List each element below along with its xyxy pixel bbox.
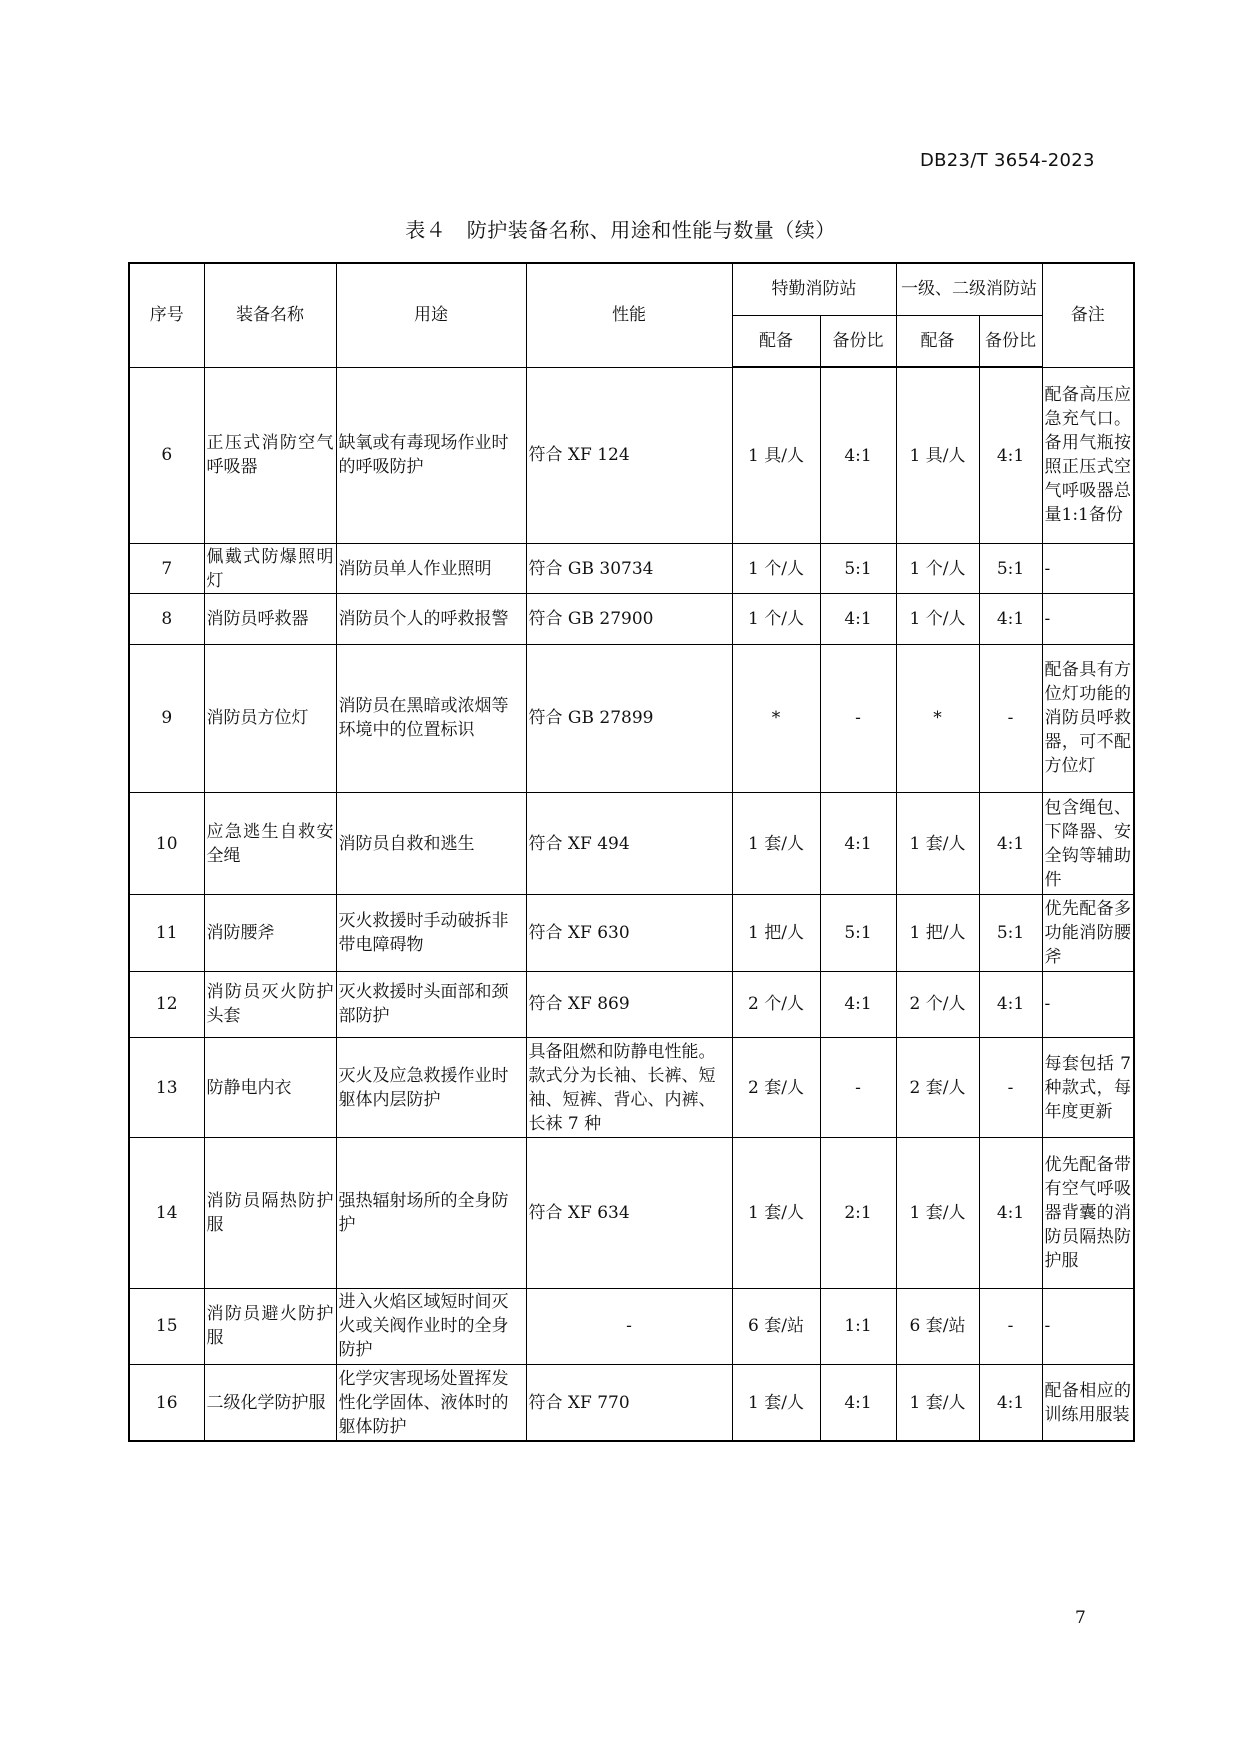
special-ratio: 4:1 — [820, 793, 896, 895]
level-config: 6 套/站 — [896, 1288, 979, 1364]
equipment-table — [128, 262, 1135, 1442]
level-config: 1 个/人 — [896, 594, 979, 644]
note: - — [1042, 971, 1134, 1037]
equipment-use: 缺氧或有毒现场作业时的呼吸防护 — [336, 367, 526, 544]
level-ratio: - — [979, 644, 1042, 793]
header-special-station: 特勤消防站 — [732, 263, 896, 315]
note: - — [1042, 594, 1134, 644]
special-ratio: - — [820, 1037, 896, 1137]
table-row — [129, 367, 1134, 544]
equipment-use: 消防员个人的呼救报警 — [336, 594, 526, 644]
header-level-ratio: 备份比 — [979, 315, 1042, 367]
equipment-name: 正压式消防空气呼吸器 — [204, 367, 336, 544]
equipment-performance: 符合 XF 770 — [526, 1365, 732, 1441]
special-ratio: 4:1 — [820, 594, 896, 644]
special-config: 1 套/人 — [732, 1138, 820, 1289]
row-number: 14 — [129, 1138, 204, 1289]
special-config: 1 把/人 — [732, 895, 820, 971]
note: 配备具有方位灯功能的消防员呼救器，可不配方位灯 — [1042, 644, 1134, 793]
table-row — [129, 895, 1134, 971]
equipment-performance: 符合 XF 494 — [526, 793, 732, 895]
note: 优先配备多功能消防腰斧 — [1042, 895, 1134, 971]
special-ratio: 4:1 — [820, 971, 896, 1037]
equipment-use: 消防员在黑暗或浓烟等环境中的位置标识 — [336, 644, 526, 793]
row-number: 15 — [129, 1288, 204, 1364]
level-ratio: 4:1 — [979, 793, 1042, 895]
header-level-station: 一级、二级消防站 — [896, 263, 1042, 315]
level-ratio: - — [979, 1037, 1042, 1137]
equipment-use: 灭火及应急救援作业时躯体内层防护 — [336, 1037, 526, 1137]
page-number: 7 — [1075, 1608, 1086, 1628]
level-ratio: 4:1 — [979, 594, 1042, 644]
header-use: 用途 — [336, 263, 526, 367]
level-ratio: 4:1 — [979, 1138, 1042, 1289]
table-row — [129, 971, 1134, 1037]
header-name: 装备名称 — [204, 263, 336, 367]
header-no: 序号 — [129, 263, 204, 367]
row-number: 16 — [129, 1365, 204, 1441]
equipment-performance: 符合 XF 634 — [526, 1138, 732, 1289]
table-caption: 表４ 防护装备名称、用途和性能与数量（续） — [405, 218, 836, 242]
equipment-name: 消防腰斧 — [204, 895, 336, 971]
equipment-name: 消防员呼救器 — [204, 594, 336, 644]
special-ratio: 4:1 — [820, 1365, 896, 1441]
special-config: 2 个/人 — [732, 971, 820, 1037]
equipment-performance: 符合 XF 124 — [526, 367, 732, 544]
level-config: 1 个/人 — [896, 544, 979, 594]
table-row — [129, 644, 1134, 793]
level-config: 1 套/人 — [896, 1365, 979, 1441]
equipment-performance: 符合 GB 27899 — [526, 644, 732, 793]
header-special-config: 配备 — [732, 315, 820, 367]
row-number: 13 — [129, 1037, 204, 1137]
document-code: DB23/T 3654-2023 — [920, 150, 1095, 171]
equipment-performance: - — [526, 1288, 732, 1364]
header-note: 备注 — [1042, 263, 1134, 367]
equipment-name: 消防员避火防护服 — [204, 1288, 336, 1364]
table-row — [129, 1365, 1134, 1441]
equipment-use: 灭火救援时头面部和颈部防护 — [336, 971, 526, 1037]
equipment-name: 佩戴式防爆照明灯 — [204, 544, 336, 594]
note: - — [1042, 1288, 1134, 1364]
equipment-name: 消防员灭火防护头套 — [204, 971, 336, 1037]
equipment-performance: 符合 XF 869 — [526, 971, 732, 1037]
equipment-performance: 具备阻燃和防静电性能。款式分为长袖、长裤、短袖、短裤、背心、内裤、长袜 7 种 — [526, 1037, 732, 1137]
special-ratio: - — [820, 644, 896, 793]
equipment-name: 防静电内衣 — [204, 1037, 336, 1137]
equipment-name: 消防员方位灯 — [204, 644, 336, 793]
note: 包含绳包、下降器、安全钩等辅助件 — [1042, 793, 1134, 895]
special-ratio: 1:1 — [820, 1288, 896, 1364]
equipment-name: 消防员隔热防护服 — [204, 1138, 336, 1289]
equipment-use: 化学灾害现场处置挥发性化学固体、液体时的躯体防护 — [336, 1365, 526, 1441]
level-ratio: 5:1 — [979, 544, 1042, 594]
special-config: 1 套/人 — [732, 1365, 820, 1441]
equipment-name: 二级化学防护服 — [204, 1365, 336, 1441]
level-config: * — [896, 644, 979, 793]
special-config: 1 个/人 — [732, 594, 820, 644]
special-config: 6 套/站 — [732, 1288, 820, 1364]
special-ratio: 5:1 — [820, 544, 896, 594]
special-config: 1 套/人 — [732, 793, 820, 895]
row-number: 9 — [129, 644, 204, 793]
equipment-use: 灭火救援时手动破拆非带电障碍物 — [336, 895, 526, 971]
special-ratio: 5:1 — [820, 895, 896, 971]
table-row — [129, 544, 1134, 594]
equipment-use: 强热辐射场所的全身防护 — [336, 1138, 526, 1289]
level-ratio: 4:1 — [979, 367, 1042, 544]
table-row — [129, 594, 1134, 644]
row-number: 8 — [129, 594, 204, 644]
table-row — [129, 793, 1134, 895]
row-number: 12 — [129, 971, 204, 1037]
header-special-ratio: 备份比 — [820, 315, 896, 367]
table-row — [129, 1288, 1134, 1364]
equipment-use: 消防员自救和逃生 — [336, 793, 526, 895]
special-config: 1 具/人 — [732, 367, 820, 544]
level-ratio: 4:1 — [979, 971, 1042, 1037]
row-number: 11 — [129, 895, 204, 971]
table-row — [129, 1138, 1134, 1289]
level-config: 1 套/人 — [896, 1138, 979, 1289]
row-number: 7 — [129, 544, 204, 594]
level-config: 1 套/人 — [896, 793, 979, 895]
row-number: 10 — [129, 793, 204, 895]
equipment-performance: 符合 GB 27900 — [526, 594, 732, 644]
level-config: 1 具/人 — [896, 367, 979, 544]
level-config: 2 个/人 — [896, 971, 979, 1037]
level-config: 1 把/人 — [896, 895, 979, 971]
equipment-name: 应急逃生自救安全绳 — [204, 793, 336, 895]
note: 配备高压应急充气口。备用气瓶按照正压式空气呼吸器总量1:1备份 — [1042, 367, 1134, 544]
level-ratio: 5:1 — [979, 895, 1042, 971]
special-config: 1 个/人 — [732, 544, 820, 594]
header-performance: 性能 — [526, 263, 732, 367]
special-config: 2 套/人 — [732, 1037, 820, 1137]
equipment-use: 消防员单人作业照明 — [336, 544, 526, 594]
equipment-performance: 符合 GB 30734 — [526, 544, 732, 594]
equipment-performance: 符合 XF 630 — [526, 895, 732, 971]
note: 每套包括 7 种款式，每年度更新 — [1042, 1037, 1134, 1137]
note: 优先配备带有空气呼吸器背囊的消防员隔热防护服 — [1042, 1138, 1134, 1289]
note: - — [1042, 544, 1134, 594]
special-ratio: 2:1 — [820, 1138, 896, 1289]
level-config: 2 套/人 — [896, 1037, 979, 1137]
equipment-use: 进入火焰区域短时间灭火或关阀作业时的全身防护 — [336, 1288, 526, 1364]
table-row — [129, 1037, 1134, 1137]
special-config: * — [732, 644, 820, 793]
note: 配备相应的训练用服装 — [1042, 1365, 1134, 1441]
header-level-config: 配备 — [896, 315, 979, 367]
level-ratio: 4:1 — [979, 1365, 1042, 1441]
level-ratio: - — [979, 1288, 1042, 1364]
special-ratio: 4:1 — [820, 367, 896, 544]
row-number: 6 — [129, 367, 204, 544]
